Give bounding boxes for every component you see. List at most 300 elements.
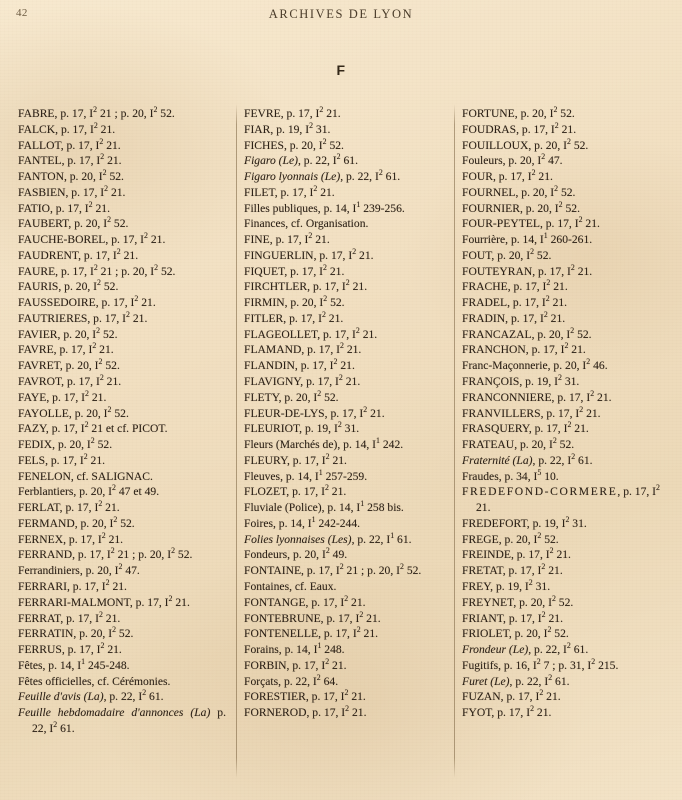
entry-headword: FABRE	[18, 107, 55, 120]
entry-headword: FORNEROD	[244, 706, 307, 720]
entry-reference: , p. 17, $I^2$ 21.	[50, 199, 110, 215]
index-entry	[462, 106, 668, 122]
entry-reference: , p. 17, $I^2$ 21.	[95, 294, 156, 310]
entry-headword: FORTUNE	[462, 107, 515, 120]
index-entry	[244, 374, 444, 390]
entry-headword: Feuille hebdomadaire d'annonces (La)	[18, 706, 211, 720]
index-entry	[18, 705, 226, 737]
entry-headword: FRANÇOIS	[462, 375, 520, 389]
entry-reference: , p. 34, $I^5$ 10.	[498, 467, 559, 483]
index-entry	[244, 169, 444, 185]
entry-reference: , p. 17, $I^2$ 21.	[300, 373, 361, 389]
entry-headword: Fleurs (Marchés de)	[244, 438, 338, 452]
entry-reference: , p. 20, $I^2$ 52.	[498, 530, 559, 546]
index-entry	[18, 547, 226, 563]
index-entry	[244, 406, 444, 422]
index-entry	[244, 532, 444, 548]
entry-reference: , p. 22, $I^2$ 61.	[532, 451, 593, 467]
entry-headword: FLAGEOLLET	[244, 327, 318, 341]
entry-reference: , p. 22, $I^2$ 64.	[278, 672, 339, 688]
entry-headword: FRETAT	[462, 564, 503, 578]
index-entry	[18, 689, 226, 705]
entry-reference: , p. 14, $I^1$ 242.	[337, 436, 404, 452]
entry-reference: , p. 20, $I^2$ 47.	[502, 152, 563, 168]
index-entry	[462, 358, 668, 374]
entry-reference: , p. 17, $I^2$ 21.	[313, 247, 374, 262]
entry-reference: , p. 20, $I^2$ 52.	[52, 436, 113, 452]
entry-reference: , p. 17, $I^2$ 21.	[318, 625, 379, 641]
entry-headword: FINGUERLIN	[244, 248, 314, 262]
index-entry	[244, 390, 444, 406]
index-entry	[244, 579, 444, 595]
index-entry	[462, 626, 668, 642]
index-entry	[244, 201, 444, 217]
index-entry	[18, 500, 226, 516]
entry-reference: , p. 20, $I^2$ 52.	[73, 625, 134, 641]
entry-headword: FASBIEN	[18, 185, 66, 199]
entry-reference: , p. 17, $I^2$ 21.	[492, 168, 553, 184]
index-entry	[244, 642, 444, 658]
entry-headword: FERLAT	[18, 501, 60, 515]
index-entry	[462, 374, 668, 390]
entry-headword: FANTON	[18, 170, 64, 184]
entry-headword: Fluviale (Police)	[244, 501, 322, 515]
index-entry	[462, 689, 668, 705]
index-entry	[18, 484, 226, 500]
entry-reference: , p. 19, $I^2$ 31.	[526, 515, 587, 530]
entry-reference: , p. 20, $I^2$ 52.	[74, 515, 135, 530]
index-entry	[18, 453, 226, 469]
entry-headword: FUZAN	[462, 690, 501, 704]
entry-reference: , p. 20, $I^2$ 52.	[68, 215, 129, 231]
entry-headword: Fraudes	[462, 469, 499, 483]
entry-headword: FRATEAU	[462, 438, 515, 452]
entry-headword: FOUDRAS	[462, 122, 517, 136]
entry-headword: Forçats	[244, 674, 279, 688]
entry-reference: , p. 20, $I^2$ 52.	[284, 294, 345, 310]
entry-headword: FORBIN	[244, 658, 287, 672]
entry-headword: Fugitifs	[462, 658, 499, 672]
index-entry	[18, 279, 226, 295]
index-entry	[18, 374, 226, 390]
entry-headword: Ferblantiers	[18, 485, 74, 499]
index-entry	[462, 216, 668, 232]
index-entry	[462, 406, 668, 422]
index-entry	[244, 674, 444, 690]
entry-headword: FERNEX	[18, 532, 64, 546]
entry-headword: FRASQUERY	[462, 422, 529, 436]
index-entry	[18, 532, 226, 548]
entry-reference: , p. 19, $I^2$ 31.	[270, 120, 331, 136]
index-entry	[18, 516, 226, 532]
entry-headword: FOUR-PEYTEL	[462, 217, 540, 231]
entry-reference: , p. 17, $I^2$ 21.	[476, 483, 660, 515]
entry-headword: Folies lyonnaises (Les)	[244, 532, 352, 546]
entry-reference: , p. 20, $I^2$ 52.	[283, 136, 344, 152]
entry-headword: FREDEFOND-CORMERE	[462, 485, 618, 499]
index-entry	[462, 469, 668, 485]
index-entry	[462, 705, 668, 721]
entry-reference: , p. 17, $I^2$ 21.	[105, 231, 166, 247]
entry-headword: FIQUET	[244, 264, 285, 278]
entry-reference: , p. 14, $I^1$ 257-259.	[280, 467, 368, 483]
entry-headword: FREYNET	[462, 595, 514, 609]
index-entry	[244, 185, 444, 201]
running-title: ARCHIVES DE LYON	[268, 7, 414, 21]
index-entry	[244, 437, 444, 453]
entry-reference: , p. 17, $I^2$ 21.	[525, 341, 586, 357]
index-entry	[244, 311, 444, 327]
entry-headword: FAYE	[18, 390, 47, 404]
entry-reference: , p. 17, $I^2$ 21.	[500, 688, 561, 704]
entry-headword: FLEURY	[244, 453, 287, 467]
index-entry	[18, 358, 226, 374]
entry-reference: , p. 17, $I^2$ 21.	[503, 609, 563, 625]
entry-headword: FOUTEYRAN	[462, 264, 533, 278]
index-entry	[244, 626, 444, 642]
entry-headword: FLANDIN	[244, 359, 295, 373]
index-entry	[462, 279, 668, 295]
entry-reference: , p. 17, $I^2$ 21.	[540, 404, 601, 420]
index-entry	[18, 611, 226, 627]
entry-headword: Figaro lyonnais (Le)	[244, 170, 341, 184]
entry-headword: FLAMAND	[244, 343, 302, 357]
index-entry	[244, 138, 444, 154]
index-entry	[18, 106, 226, 122]
index-entry	[244, 421, 444, 437]
index-entry	[462, 122, 668, 138]
entry-reference: , p. 17, $I^2$ 21.	[61, 641, 122, 657]
entry-reference: , p. 20, $I^2$ 52.	[514, 105, 575, 120]
entry-reference: , p. 20, $I^2$ 52.	[59, 357, 120, 373]
entry-reference: , p. 17, $I^2$ 21.	[269, 231, 330, 247]
entry-headword: FITLER	[244, 311, 284, 325]
entry-headword: FLEUR-DE-LYS	[244, 406, 325, 420]
entry-reference: , p. 20, $I^2$ 46.	[547, 357, 608, 373]
index-entry	[18, 469, 226, 485]
index-entry	[18, 122, 226, 138]
entry-reference: , p. 17, $I^2$ 21.	[528, 420, 589, 436]
entry-headword: FALCK	[18, 122, 56, 136]
entry-reference: , p. 17, $I^2$ 21.	[516, 120, 577, 136]
index-columns	[18, 106, 668, 796]
index-entry	[462, 579, 668, 595]
index-entry	[462, 295, 668, 311]
index-entry	[18, 232, 226, 248]
index-entry	[18, 674, 226, 690]
entry-reference: , p. 17, $I^2$ 21.	[59, 499, 120, 515]
index-entry	[462, 327, 668, 343]
entry-reference: , p. 17, $I^2$ 21.	[317, 325, 378, 341]
entry-reference: p. 22, $I^2$ 61.	[32, 706, 226, 735]
entry-reference: , p. 17, $I^2$ 21.	[78, 247, 139, 262]
entry-headword: FLAVIGNY	[244, 375, 301, 389]
entry-headword: Figaro (Le)	[244, 154, 298, 168]
entry-headword: FOURNEL	[462, 185, 516, 199]
entry-headword: FONTAINE	[244, 564, 302, 578]
index-entry	[18, 138, 226, 154]
entry-reference: , p. 17, $I^2$ 21.	[65, 183, 126, 199]
entry-headword: FERRUS	[18, 643, 62, 657]
entry-reference: , p. 17, $I^2$ 21.	[305, 593, 366, 609]
entry-headword: FALLOT	[18, 138, 61, 152]
entry-headword: FAVIER	[18, 327, 58, 341]
entry-reference: , p. 20, $I^2$ 52.	[515, 183, 576, 199]
entry-reference: , p. 17, $I^2$ 21.	[505, 310, 566, 325]
index-entry	[244, 327, 444, 343]
entry-headword: FONTANGE	[244, 595, 306, 609]
index-entry	[244, 689, 444, 705]
entry-reference: , p. 17, $I^2$ 21 ; p. 20, $I^2$ 52.	[54, 105, 175, 120]
entry-headword: FRADIN	[462, 311, 506, 325]
entry-headword: FERRATIN	[18, 627, 74, 641]
index-entry	[462, 642, 668, 658]
entry-headword: FAUBERT	[18, 217, 69, 231]
entry-reference: , p. 17, $I^2$ 21.	[306, 704, 367, 720]
entry-headword: FORESTIER	[244, 690, 306, 704]
index-entry	[244, 563, 444, 579]
column-rule	[454, 104, 455, 778]
entry-reference: , p. 17, $I^2$ 21 ; p. 20, $I^2$ 52.	[301, 562, 422, 578]
index-entry	[244, 248, 444, 264]
entry-headword: FOUILLOUX	[462, 138, 529, 152]
entry-reference: , p. 14, $I^1$ 242-244.	[272, 515, 361, 530]
index-entry	[244, 658, 444, 674]
index-entry	[462, 153, 668, 169]
index-entry	[462, 453, 668, 469]
entry-reference: , p. 16, $I^2$ 7 ; p. 31, $I^2$ 215.	[498, 656, 619, 672]
index-entry	[244, 705, 444, 721]
entry-reference: , p. 17, $I^2$ 21.	[53, 341, 114, 357]
entry-headword: FEVRE	[244, 107, 281, 120]
entry-headword: FAVRE	[18, 343, 54, 357]
entry-reference: , p. 20, $I^2$ 47.	[79, 562, 140, 578]
index-column-2	[236, 106, 454, 796]
entry-reference: , p. 17, $I^2$ 21.	[280, 105, 341, 120]
index-entry	[244, 106, 444, 122]
entry-headword: FATIO	[18, 201, 50, 215]
index-entry	[462, 532, 668, 548]
entry-reference: , p. 20, $I^2$ 49.	[287, 546, 348, 562]
entry-headword: FYOT	[462, 706, 492, 720]
index-entry	[244, 484, 444, 500]
index-entry	[18, 390, 226, 406]
index-entry	[244, 122, 444, 138]
entry-reference: , p. 19, $I^2$ 31.	[299, 420, 360, 436]
index-entry	[462, 169, 668, 185]
entry-reference: , p. 17, $I^2$ 21.	[61, 152, 122, 168]
entry-headword: FRANVILLERS	[462, 406, 541, 420]
entry-reference: , cf. SALIGNAC.	[70, 469, 153, 483]
entry-reference: , p. 17, $I^2$ 21.	[274, 183, 335, 199]
entry-reference: , p. 17, $I^2$ 21.	[320, 609, 381, 625]
entry-reference: , p. 17, $I^2$ 21.	[307, 278, 368, 294]
entry-reference: , p. 17, $I^2$ 21.	[87, 310, 148, 325]
index-entry	[244, 264, 444, 280]
entry-reference: , p. 17, $I^2$ 21.	[301, 341, 362, 357]
column-rule	[236, 104, 237, 778]
entry-reference: , p. 20, $I^2$ 52.	[531, 325, 592, 341]
entry-headword: FRANCONNIERE	[462, 390, 552, 404]
entry-reference: , p. 17, $I^2$ 21.	[305, 688, 366, 704]
entry-reference: , p. 17, $I^2$ 21.	[46, 388, 107, 404]
index-entry	[462, 185, 668, 201]
index-entry	[244, 279, 444, 295]
entry-headword: FERMAND	[18, 516, 75, 530]
entry-headword: FAURIS	[18, 280, 59, 294]
index-entry	[244, 516, 444, 532]
index-entry	[462, 248, 668, 264]
entry-reference: , p. 17, $I^2$ 21.	[539, 215, 600, 231]
index-entry	[18, 311, 226, 327]
index-entry	[462, 674, 668, 690]
entry-reference: , p. 17, $I^2$ 21 ; p. 20, $I^2$ 52.	[72, 546, 193, 562]
entry-reference: , p. 20, $I^2$ 52.	[68, 404, 129, 420]
page-number: 42	[16, 7, 28, 19]
entry-headword: FAUSSEDOIRE	[18, 296, 96, 310]
entry-headword: Fondeurs	[244, 548, 288, 562]
index-entry	[18, 595, 226, 611]
entry-headword: FOURNIER	[462, 201, 520, 215]
entry-reference: , p. 17, $I^2$ 21.	[45, 451, 106, 467]
entry-headword: FRIANT	[462, 611, 504, 625]
entry-headword: FENELON	[18, 469, 71, 483]
index-entry	[18, 216, 226, 232]
entry-reference: , p. 17, $I^2$ 21.	[55, 120, 116, 136]
index-entry	[462, 390, 668, 406]
entry-reference: , p. 20, $I^2$ 47 et 49.	[73, 483, 160, 499]
entry-headword: FONTEBRUNE	[244, 611, 321, 625]
entry-reference: , p. 20, $I^2$ 52.	[57, 325, 118, 341]
entry-reference: , p. 17, $I^2$ 21.	[507, 278, 568, 294]
entry-reference: , p. 17, $I^2$ 21.	[284, 262, 345, 278]
entry-headword: Franc-Maçonnerie	[462, 359, 548, 373]
entry-reference: , p. 17, $I^2$ 21.	[551, 388, 612, 404]
entry-headword: FREDEFORT	[462, 516, 527, 530]
index-entry	[244, 342, 444, 358]
entry-reference: , p. 19, $I^2$ 31.	[490, 578, 551, 593]
index-entry	[244, 611, 444, 627]
index-entry	[244, 595, 444, 611]
entry-headword: Ferrandiniers	[18, 564, 80, 578]
index-entry	[462, 232, 668, 248]
letter-section-heading: F	[336, 62, 346, 78]
index-entry	[18, 626, 226, 642]
entry-reference: , p. 17, $I^2$ 21.	[286, 451, 347, 467]
entry-headword: FIRMIN	[244, 296, 285, 310]
entry-headword: Fêtes	[18, 658, 43, 672]
entry-reference: , p. 17, $I^2$ 21.	[66, 578, 127, 593]
index-entry	[18, 658, 226, 674]
entry-reference: , p. 17, $I^2$ 21.	[286, 483, 347, 499]
entry-reference: , p. 20, $I^2$ 52.	[513, 593, 574, 609]
entry-reference: , p. 17, $I^2$ 21.	[283, 310, 344, 325]
entry-reference: , cf. Eaux.	[289, 579, 337, 593]
entry-reference: , p. 17, $I^2$ 21 ; p. 20, $I^2$ 52.	[55, 262, 176, 278]
entry-headword: FREGE	[462, 532, 499, 546]
entry-reference: , p. 20, $I^2$ 52.	[278, 388, 339, 404]
entry-reference: , p. 14, $I^1$ 245-248.	[42, 656, 130, 672]
entry-headword: Filles publiques	[244, 201, 318, 215]
entry-reference: , p. 17, $I^2$ 21.	[491, 704, 552, 720]
entry-reference: , p. 22, $I^2$ 61.	[340, 168, 401, 184]
entry-reference: , p. 17, $I^2$ 21.	[507, 294, 568, 310]
entry-headword: FAUCHE-BOREL	[18, 233, 106, 247]
entry-reference: , p. 22, $I^2$ 61.	[528, 641, 589, 657]
entry-headword: FEDIX	[18, 438, 53, 452]
index-entry	[18, 579, 226, 595]
index-entry	[244, 469, 444, 485]
entry-reference: , p. 20, $I^2$ 52.	[514, 436, 575, 452]
entry-reference: , p. 22, $I^2$ 61.	[509, 672, 570, 688]
entry-reference: , cf. Cérémonies.	[91, 674, 171, 688]
entry-reference: , p. 20, $I^2$ 52.	[491, 247, 552, 262]
index-entry	[462, 484, 668, 516]
entry-reference: , p. 20, $I^2$ 52.	[508, 625, 569, 641]
entry-headword: Fouleurs	[462, 154, 503, 168]
entry-headword: FICHES	[244, 138, 284, 152]
entry-headword: Forains	[244, 643, 279, 657]
index-entry	[462, 516, 668, 532]
entry-headword: FAZY	[18, 422, 46, 436]
index-entry	[18, 327, 226, 343]
entry-headword: FRACHE	[462, 280, 508, 294]
entry-reference: , p. 14, $I^1$ 260-261.	[505, 231, 593, 247]
entry-headword: FELS	[18, 453, 46, 467]
index-entry	[244, 500, 444, 516]
index-entry	[462, 658, 668, 674]
entry-headword: FLOZET	[244, 485, 287, 499]
entry-headword: FAURE	[18, 264, 56, 278]
entry-headword: Fourrière	[462, 233, 506, 247]
entry-headword: Furet (Le)	[462, 674, 510, 688]
entry-reference: , p. 17, $I^2$ 21.	[286, 656, 347, 672]
entry-reference: , p. 20, $I^2$ 52.	[63, 168, 124, 184]
index-entry	[462, 437, 668, 453]
entry-headword: FRIOLET	[462, 627, 509, 641]
entry-reference: , p. 17, $I^2$ 21 et cf. PICOT.	[45, 420, 168, 436]
entry-reference: , p. 17, $I^2$ 21.	[63, 530, 124, 546]
entry-headword: FIRCHTLER	[244, 280, 308, 294]
index-entry	[462, 611, 668, 627]
index-entry	[18, 153, 226, 169]
running-head	[0, 7, 682, 25]
entry-reference: , p. 22, $I^1$ 61.	[351, 530, 412, 546]
index-entry	[18, 201, 226, 217]
index-entry	[18, 342, 226, 358]
entry-headword: Finances	[244, 217, 286, 231]
entry-reference: , p. 17, $I^2$ 21.	[510, 546, 571, 562]
entry-headword: FILET	[244, 185, 275, 199]
entry-headword: Feuille d'avis (La)	[18, 690, 104, 704]
index-entry	[244, 153, 444, 169]
entry-headword: FAVROT	[18, 375, 62, 389]
index-entry	[18, 169, 226, 185]
entry-reference: , p. 20, $I^2$ 52.	[528, 136, 589, 152]
entry-headword: FRADEL	[462, 296, 508, 310]
index-entry	[244, 547, 444, 563]
entry-reference: , p. 17, $I^2$ 21.	[60, 136, 121, 152]
entry-headword: Fraternité (La)	[462, 453, 533, 467]
index-entry	[462, 201, 668, 217]
entry-reference: , p. 17, $I^2$ 21.	[129, 593, 190, 609]
entry-headword: FAUTRIERES	[18, 311, 88, 325]
entry-headword: Fleuves	[244, 469, 281, 483]
index-entry	[462, 595, 668, 611]
index-entry	[244, 358, 444, 374]
entry-reference: , p. 19, $I^2$ 31.	[519, 373, 580, 389]
entry-reference: , p. 22, $I^2$ 61.	[103, 688, 164, 704]
